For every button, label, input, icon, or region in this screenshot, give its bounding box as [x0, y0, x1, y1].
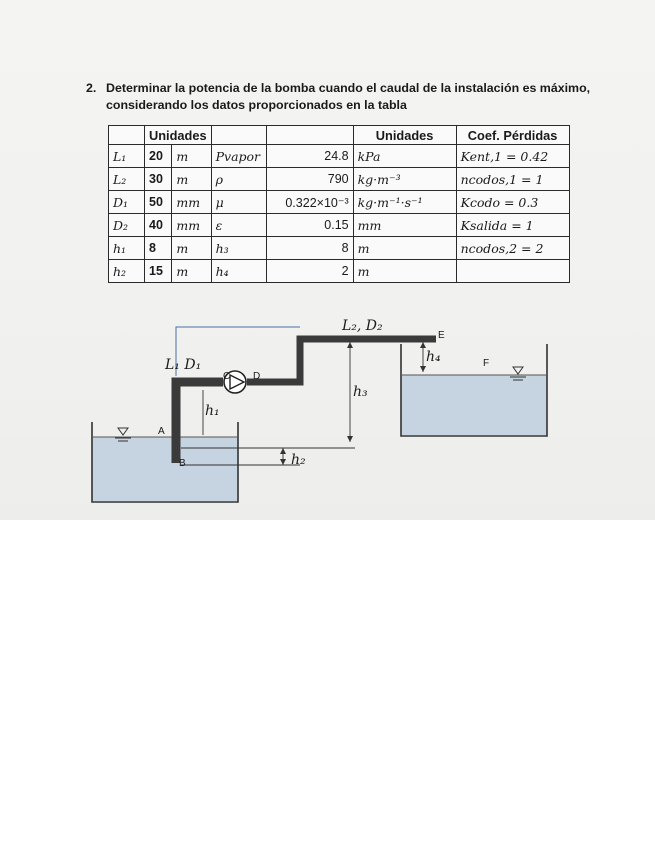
point-C: C	[223, 371, 231, 382]
row-symbol-2: μ	[211, 191, 266, 214]
row-unit: m	[172, 237, 211, 260]
row-symbol-2: ε	[211, 214, 266, 237]
row-value: 50	[145, 191, 172, 214]
row-symbol-2: h₃	[211, 237, 266, 260]
label-h3: h₃	[353, 384, 368, 400]
row-value: 8	[145, 237, 172, 260]
row-unit-2: kPa	[353, 145, 456, 168]
row-value-2: 790	[266, 168, 353, 191]
point-A: A	[158, 426, 165, 437]
label-h4: h₄	[426, 349, 441, 365]
row-value-2: 0.322×10⁻³	[266, 191, 353, 214]
row-symbol-2: h₄	[211, 260, 266, 283]
row-value-2: 2	[266, 260, 353, 283]
row-symbol-2: Pvapor	[211, 145, 266, 168]
header-units-a: Unidades	[145, 126, 212, 145]
row-unit: m	[172, 260, 211, 283]
table-row	[109, 214, 570, 237]
row-unit: m	[172, 168, 211, 191]
row-loss-coefficient: Kent,1 = 0.42	[456, 145, 569, 168]
label-h2: h₂	[291, 452, 306, 468]
water-level-icon	[118, 428, 128, 435]
row-unit-2: kg·m⁻³	[353, 168, 456, 191]
row-value: 15	[145, 260, 172, 283]
row-loss-coefficient	[456, 260, 569, 283]
row-unit-2: m	[353, 237, 456, 260]
data-table	[108, 125, 570, 283]
label-L1-D1: L₁ D₁	[165, 357, 202, 373]
table-header-row	[109, 126, 570, 145]
row-loss-coefficient: Kcodo = 0.3	[456, 191, 569, 214]
upper-tank-water	[401, 375, 547, 435]
lower-tank-water	[92, 437, 238, 501]
row-value: 30	[145, 168, 172, 191]
row-loss-coefficient: Ksalida = 1	[456, 214, 569, 237]
table-row	[109, 237, 570, 260]
problem-text-line-1: Determinar la potencia de la bomba cuando el caudal de la instalación es máximo,	[106, 81, 591, 95]
label-h1: h₁	[205, 403, 220, 419]
row-value: 40	[145, 214, 172, 237]
row-unit-2: kg·m⁻¹·s⁻¹	[353, 191, 456, 214]
point-D: D	[253, 371, 261, 382]
row-value-2: 24.8	[266, 145, 353, 168]
label-L2-D2: L₂, D₂	[342, 318, 383, 334]
header-loss-coefficients: Coef. Pérdidas	[456, 126, 569, 145]
row-loss-coefficient: ncodos,2 = 2	[456, 237, 569, 260]
header-units-b: Unidades	[353, 126, 456, 145]
problem-text-line-2: considerando los datos proporcionados en la tabla	[106, 98, 407, 112]
row-value-2: 0.15	[266, 214, 353, 237]
problem-number: 2.	[86, 81, 97, 95]
row-symbol: L₁	[109, 145, 145, 168]
row-unit: m	[172, 145, 211, 168]
row-loss-coefficient: ncodos,1 = 1	[456, 168, 569, 191]
row-symbol: D₁	[109, 191, 145, 214]
table-row	[109, 191, 570, 214]
row-symbol-2: ρ	[211, 168, 266, 191]
table-row	[109, 168, 570, 191]
row-unit-2: mm	[353, 214, 456, 237]
row-symbol: D₂	[109, 214, 145, 237]
row-symbol: h₁	[109, 237, 145, 260]
row-value-2: 8	[266, 237, 353, 260]
row-unit: mm	[172, 191, 211, 214]
piping-system-diagram	[0, 300, 655, 515]
row-unit: mm	[172, 214, 211, 237]
table-row	[109, 145, 570, 168]
point-E: E	[438, 330, 445, 341]
row-unit-2: m	[353, 260, 456, 283]
row-symbol: h₂	[109, 260, 145, 283]
table-row	[109, 260, 570, 283]
point-B: B	[179, 458, 186, 469]
point-F: F	[483, 358, 490, 369]
water-level-icon	[513, 367, 523, 374]
row-symbol: L₂	[109, 168, 145, 191]
row-value: 20	[145, 145, 172, 168]
